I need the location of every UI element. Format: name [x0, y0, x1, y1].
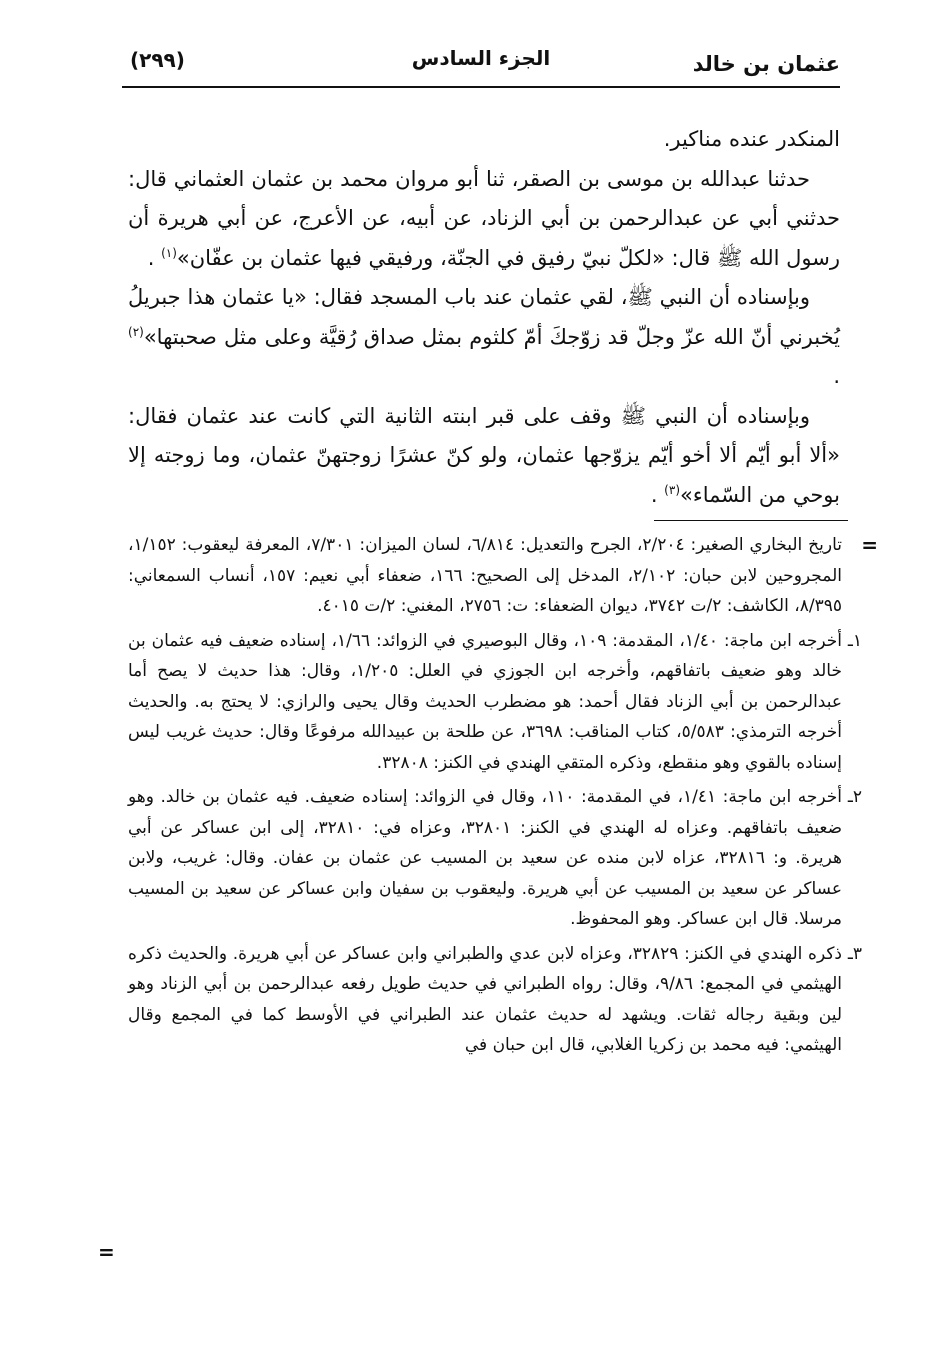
paragraph: حدثنا عبدالله بن موسى بن الصقر، ثنا أبو مروان محمد بن عثمان العثماني قال: حدثني أبي عن عبدالرحمن بن أبي الزناد، عن أبيه، عن الأعرج، عن أبي هريرة أن رسول الله ﷺ قال: «لكلّ نبيّ رفيق في الجنّة، ورفيقي فيها عثمان بن عفّان»$^{(١)}$ . — [128, 166, 840, 270]
continuation-marker: = — [861, 533, 878, 557]
page-number: (٢٩٩) — [130, 48, 185, 72]
footnote-ref[interactable]: (٢) — [128, 324, 144, 339]
page-header — [122, 38, 840, 88]
footnotes — [128, 530, 878, 1065]
continuation-end-marker: = — [98, 1240, 115, 1264]
footnote-item: ٢ـ أخرجه ابن ماجة: ١/٤١، في المقدمة: ١١٠، وقال في الزوائد: إسناده ضعيف. فيه عثمان بن خالد. وهو ضعيف باتفاقهم. وعزاه له الهندي في الكنز: ٣٢٨٠١، وعزاه في: ٣٢٨١٠، إلى ابن عساكر عن أبي هريرة. و: ٣٢٨١٦، عزاه لابن منده عن سعيد بن المسيب عن عثمان بن عفان. وقال: غريب، ولابن عساكر عن سعيد بن المسيب عن أبي هريرة. وليعقوب بن سفيان وابن عساكر عن سعيد بن المسيب مرسلا. قال ابن عساكر. وهو المحفوظ. — [128, 782, 842, 935]
paragraph: المنكدر عنده مناكير. — [663, 127, 840, 151]
header-divider — [122, 86, 840, 88]
paragraph: وبإسناده أن النبي ﷺ وقف على قبر ابنته الثانية التي كانت عند عثمان فقال: «ألا أبو أيّم ألا أخو أيّم يزوّجها عثمان، ولو كنّ عشرًا زوجتهنّ عثمان، وما زوجته إلا بوحي من السّماء»$^{(٣)}$ . — [128, 403, 840, 507]
footnote-item: ٣ـ ذكره الهندي في الكنز: ٣٢٨٢٩، وعزاه لابن عدي والطبراني وابن عساكر عن أبي هريرة. والحديث ذكره الهيثمي في المجمع: ٩/٨٦، وقال: رواه الطبراني في حديث طويل رفعه عبدالرحمن بن أبي الزناد وهو لين وبقية رجاله ثقات. ويشهد له حديث عثمان عند الطبراني في الأوسط كما في المجمع وقال الهيثمي: فيه محمد بن زكريا الغلابي، قال ابن حبان في — [128, 939, 842, 1061]
footnote-ref[interactable]: (٣) — [664, 482, 680, 497]
footnote-continuation: = تاريخ البخاري الصغير: ٢/٢٠٤، الجرح والتعديل: ٦/٨١٤، لسان الميزان: ٧/٣٠١، المعرفة ليعقوب: ١/١٥٢، المجروحين لابن حبان: ٢/١٠٢، المدخل إلى الصحيح: ١٦٦، ضعفاء أبي نعيم: ١٥٧، أنساب السمعاني: ٨/٣٩٥، الكاشف: ٢/ت ٣٧٤٢، ديوان الضعفاء: ت: ٢٧٥٦، المغني: ٢/ت ٤٠١٥. — [128, 530, 842, 622]
footnote-item: ١ـ أخرجه ابن ماجة: ١/٤٠، المقدمة: ١٠٩، وقال البوصيري في الزوائد: ١/٦٦، إسناده ضعيف فيه عثمان بن خالد وهو ضعيف باتفاقهم، وأخرجه ابن الجوزي في العلل: ١/٢٠٥، وقال: هذا حديث لا يصح أما عبدالرحمن بن أبي الزناد فقال أحمد: هو مضطرب الحديث وقال يحيى والرازي: لا يحتج به. والحديث أخرجه الترمذي: ٥/٥٨٣، كتاب المناقب: ٣٦٩٨، عن طلحة بن عبيدالله مرفوعًا وقال: حديث غريب ليس إسناده بالقوي وهو منقطع، وذكره المتقي الهندي في الكنز: ٣٢٨٠٨. — [128, 626, 842, 779]
footnote-number: ٣ـ — [847, 943, 862, 964]
footnote-divider — [654, 520, 848, 521]
running-title: عثمان بن خالد — [692, 52, 840, 76]
footnote-number: ١ـ — [847, 630, 862, 651]
paragraph: وبإسناده أن النبي ﷺ، لقي عثمان عند باب المسجد فقال: «يا عثمان هذا جبريلُ يُخبرني أنّ الله عزّ وجلّ قد زوّجكَ أمّ كلثوم بمثل صداق رُقيَّة وعلى مثل صحبتها»$^{(٢)}$ . — [128, 285, 840, 388]
main-text — [128, 120, 840, 515]
footnote-ref[interactable]: (١) — [161, 245, 177, 260]
volume-title: الجزء السادس — [411, 46, 551, 70]
footnote-number: ٢ـ — [847, 787, 862, 807]
